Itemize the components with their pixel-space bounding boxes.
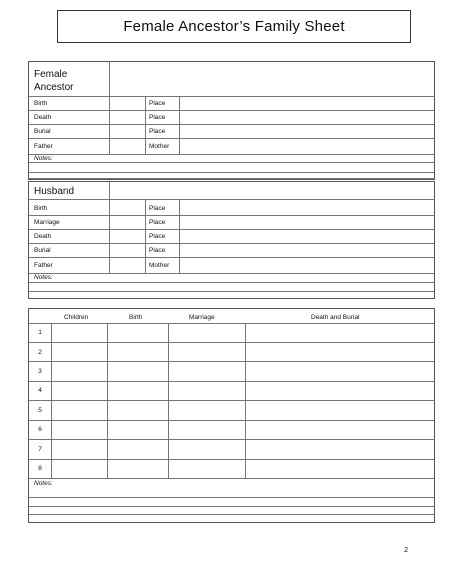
child-row-number: 5 xyxy=(38,407,42,414)
death-burial-col-header: Death and Burial xyxy=(311,314,360,321)
female-ancestor-section xyxy=(28,61,435,180)
husband-father-label: Father xyxy=(34,262,53,269)
husband-mother-label: Mother xyxy=(149,262,170,269)
page-number: 2 xyxy=(404,547,408,554)
husband-burial-label: Burial xyxy=(34,247,51,254)
husband-birth-place-label: Place xyxy=(149,205,166,212)
husband-death-label: Death xyxy=(34,233,52,240)
husband-death-place-label: Place xyxy=(149,233,166,240)
children-section xyxy=(28,308,435,523)
husband-heading: Husband xyxy=(34,186,75,197)
husband-birth-label: Birth xyxy=(34,205,48,212)
female-father-label: Father xyxy=(34,143,53,150)
child-row-number: 2 xyxy=(38,349,42,356)
marriage-col-header: Marriage xyxy=(189,314,215,321)
children-col-header: Children xyxy=(64,314,89,321)
husband-marriage-place-label: Place xyxy=(149,219,166,226)
female-burial-place-label: Place xyxy=(149,128,166,135)
child-row-number: 3 xyxy=(38,368,42,375)
child-row-number: 8 xyxy=(38,465,42,472)
female-mother-label: Mother xyxy=(149,143,170,150)
husband-notes-label: Notes: xyxy=(34,274,53,281)
child-row-number: 4 xyxy=(38,387,42,394)
female-ancestor-heading: Female Ancestor xyxy=(34,69,74,93)
children-notes-label: Notes: xyxy=(34,480,53,487)
child-row-number: 7 xyxy=(38,446,42,453)
page-title: Female Ancestor’s Family Sheet xyxy=(57,10,411,43)
birth-col-header: Birth xyxy=(129,314,143,321)
husband-section xyxy=(28,181,435,299)
husband-burial-place-label: Place xyxy=(149,247,166,254)
child-row-number: 1 xyxy=(38,329,42,336)
female-burial-label: Burial xyxy=(34,128,51,135)
female-notes-label: Notes: xyxy=(34,155,53,162)
female-death-label: Death xyxy=(34,114,52,121)
female-death-place-label: Place xyxy=(149,114,166,121)
child-row-number: 6 xyxy=(38,426,42,433)
female-birth-place-label: Place xyxy=(149,100,166,107)
husband-marriage-label: Marriage xyxy=(34,219,60,226)
female-birth-label: Birth xyxy=(34,100,48,107)
